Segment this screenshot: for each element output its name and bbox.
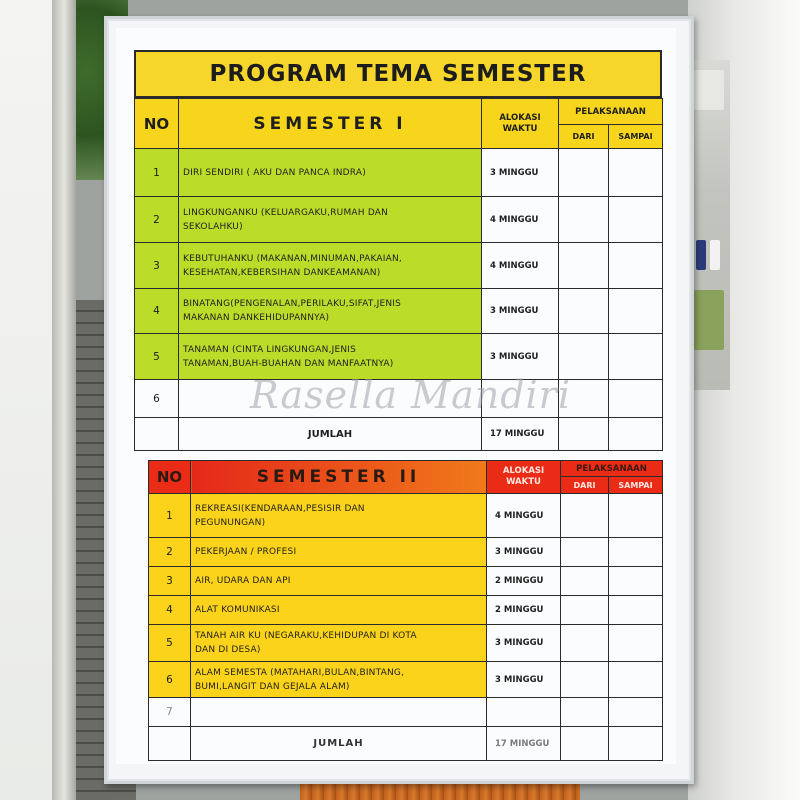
topic-line: DIRI SENDIRI ( AKU DAN PANCA INDRA) bbox=[183, 167, 366, 178]
header-dari: DARI bbox=[561, 477, 609, 494]
semester-2-table bbox=[148, 460, 663, 761]
table-row bbox=[135, 334, 663, 380]
header-alokasi bbox=[482, 99, 559, 149]
row-dari bbox=[561, 567, 609, 596]
row-no: 3 bbox=[149, 567, 191, 596]
row-no: 2 bbox=[149, 538, 191, 567]
row-alokasi: 3 MINGGU bbox=[482, 334, 559, 380]
row-topic bbox=[191, 538, 487, 567]
row-no: 4 bbox=[135, 289, 179, 334]
row-topic bbox=[191, 625, 487, 662]
row-no: 5 bbox=[135, 334, 179, 380]
row-dari bbox=[559, 289, 609, 334]
table-row bbox=[149, 494, 663, 538]
topic-line: ALAT KOMUNIKASI bbox=[195, 605, 280, 615]
row-dari bbox=[561, 538, 609, 567]
row-sampai bbox=[609, 662, 663, 698]
topic-line: MAKANAN DANKEHIDUPANNYA) bbox=[183, 313, 330, 323]
row-sampai bbox=[609, 538, 663, 567]
header-semester: SEMESTER I bbox=[179, 99, 482, 149]
total-no bbox=[149, 727, 191, 761]
shop-shelf bbox=[690, 60, 730, 390]
row-dari bbox=[561, 625, 609, 662]
shelf-item bbox=[694, 70, 724, 110]
row-no: 1 bbox=[149, 494, 191, 538]
total-value: 17 MINGGU bbox=[482, 418, 559, 451]
table-row bbox=[135, 380, 663, 418]
row-no: 6 bbox=[149, 662, 191, 698]
row-no: 7 bbox=[149, 698, 191, 727]
table-row bbox=[135, 289, 663, 334]
total-label: JUMLAH bbox=[191, 727, 487, 761]
table-row bbox=[149, 662, 663, 698]
row-sampai bbox=[609, 334, 663, 380]
topic-line: AIR, UDARA DAN API bbox=[195, 576, 291, 586]
table-row bbox=[149, 567, 663, 596]
row-dari bbox=[559, 243, 609, 289]
row-sampai bbox=[609, 567, 663, 596]
row-topic bbox=[179, 380, 482, 418]
row-no: 5 bbox=[149, 625, 191, 662]
row-topic bbox=[179, 334, 482, 380]
row-alokasi: 4 MINGGU bbox=[482, 197, 559, 243]
row-sampai bbox=[609, 596, 663, 625]
header-alokasi-line2: WAKTU bbox=[506, 477, 541, 487]
row-sampai bbox=[609, 243, 663, 289]
row-dari bbox=[561, 596, 609, 625]
page-title: PROGRAM TEMA SEMESTER bbox=[134, 50, 662, 98]
header-dari: DARI bbox=[559, 125, 609, 149]
shelf-item bbox=[694, 290, 724, 350]
topic-line: TANAMAN (CINTA LINGKUNGAN,JENIS bbox=[183, 344, 357, 355]
topic-line: SEKOLAHKU) bbox=[183, 221, 243, 232]
topic-line: DAN DI DESA) bbox=[195, 645, 261, 655]
topic-line: KESEHATAN,KEBERSIHAN DANKEAMANAN) bbox=[183, 267, 381, 278]
table-row bbox=[135, 243, 663, 289]
topic-line: REKREASI(KENDARAAN,PESISIR DAN bbox=[195, 503, 365, 514]
topic-line: TANAH AIR KU (NEGARAKU,KEHIDUPAN DI KOTA bbox=[195, 631, 417, 641]
total-no bbox=[135, 418, 179, 451]
row-alokasi: 3 MINGGU bbox=[487, 662, 561, 698]
row-alokasi: 3 MINGGU bbox=[482, 149, 559, 197]
header-alokasi-line1: ALOKASI bbox=[502, 466, 545, 476]
total-dari bbox=[559, 418, 609, 451]
row-dari bbox=[559, 334, 609, 380]
total-row bbox=[135, 418, 663, 451]
header-sampai: SAMPAI bbox=[609, 125, 663, 149]
row-topic bbox=[191, 567, 487, 596]
table-row bbox=[149, 625, 663, 662]
header-pelaksanaan: PELAKSANAAN bbox=[561, 461, 663, 477]
total-value: 17 MINGGU bbox=[487, 727, 561, 761]
row-dari bbox=[561, 662, 609, 698]
row-alokasi: 2 MINGGU bbox=[487, 596, 561, 625]
header-no: NO bbox=[135, 99, 179, 149]
row-topic bbox=[191, 596, 487, 625]
topic-line: BUMI,LANGIT DAN GEJALA ALAM) bbox=[195, 681, 350, 692]
total-dari bbox=[561, 727, 609, 761]
row-alokasi bbox=[487, 698, 561, 727]
header-alokasi-line1: ALOKASI bbox=[499, 112, 541, 123]
header-semester: SEMESTER II bbox=[191, 461, 487, 494]
row-sampai bbox=[609, 289, 663, 334]
shelf-item bbox=[710, 240, 720, 270]
row-no: 1 bbox=[135, 149, 179, 197]
row-sampai bbox=[609, 698, 663, 727]
table-row bbox=[149, 596, 663, 625]
wall-left bbox=[0, 0, 60, 800]
row-alokasi: 3 MINGGU bbox=[487, 538, 561, 567]
row-dari bbox=[559, 149, 609, 197]
table-row bbox=[149, 538, 663, 567]
row-dari bbox=[559, 197, 609, 243]
row-no: 4 bbox=[149, 596, 191, 625]
row-sampai bbox=[609, 494, 663, 538]
topic-line: ALAM SEMESTA (MATAHARI,BULAN,BINTANG, bbox=[195, 667, 405, 678]
total-label: JUMLAH bbox=[179, 418, 482, 451]
row-no: 2 bbox=[135, 197, 179, 243]
row-sampai bbox=[609, 625, 663, 662]
row-dari bbox=[561, 698, 609, 727]
table-row bbox=[135, 197, 663, 243]
row-sampai bbox=[609, 197, 663, 243]
row-alokasi: 2 MINGGU bbox=[487, 567, 561, 596]
topic-line: KEBUTUHANKU (MAKANAN,MINUMAN,PAKAIAN, bbox=[183, 253, 402, 264]
row-topic bbox=[179, 197, 482, 243]
row-topic bbox=[191, 494, 487, 538]
table-row bbox=[135, 149, 663, 197]
row-alokasi: 3 MINGGU bbox=[482, 289, 559, 334]
row-topic bbox=[179, 149, 482, 197]
window-frame-left bbox=[52, 0, 76, 800]
header-no: NO bbox=[149, 461, 191, 494]
row-alokasi: 4 MINGGU bbox=[487, 494, 561, 538]
watermark: Rasella Mandiri bbox=[250, 373, 572, 417]
row-no: 6 bbox=[135, 380, 179, 418]
shelf-item bbox=[696, 240, 706, 270]
header-alokasi-line2: WAKTU bbox=[502, 123, 538, 134]
row-dari bbox=[561, 494, 609, 538]
total-sampai bbox=[609, 418, 663, 451]
header-alokasi bbox=[487, 461, 561, 494]
topic-line: TANAMAN,BUAH-BUAHAN DAN MANFAATNYA) bbox=[183, 358, 394, 369]
row-alokasi: 4 MINGGU bbox=[482, 243, 559, 289]
header-sampai: SAMPAI bbox=[609, 477, 663, 494]
topic-line: PEKERJAAN / PROFESI bbox=[195, 547, 297, 557]
row-alokasi bbox=[482, 380, 559, 418]
row-topic bbox=[179, 243, 482, 289]
topic-line: LINGKUNGANKU (KELUARGAKU,RUMAH DAN bbox=[183, 207, 389, 218]
row-dari bbox=[559, 380, 609, 418]
row-no: 3 bbox=[135, 243, 179, 289]
header-pelaksanaan: PELAKSANAAN bbox=[559, 99, 663, 125]
total-row bbox=[149, 727, 663, 761]
topic-line: BINATANG(PENGENALAN,PERILAKU,SIFAT,JENIS bbox=[183, 299, 402, 309]
table-row bbox=[149, 698, 663, 727]
row-topic bbox=[191, 662, 487, 698]
row-sampai bbox=[609, 380, 663, 418]
topic-line: PEGUNUNGAN) bbox=[195, 517, 266, 528]
semester-1-table bbox=[134, 98, 663, 451]
row-sampai bbox=[609, 149, 663, 197]
row-alokasi: 3 MINGGU bbox=[487, 625, 561, 662]
total-sampai bbox=[609, 727, 663, 761]
row-topic bbox=[179, 289, 482, 334]
row-topic bbox=[191, 698, 487, 727]
